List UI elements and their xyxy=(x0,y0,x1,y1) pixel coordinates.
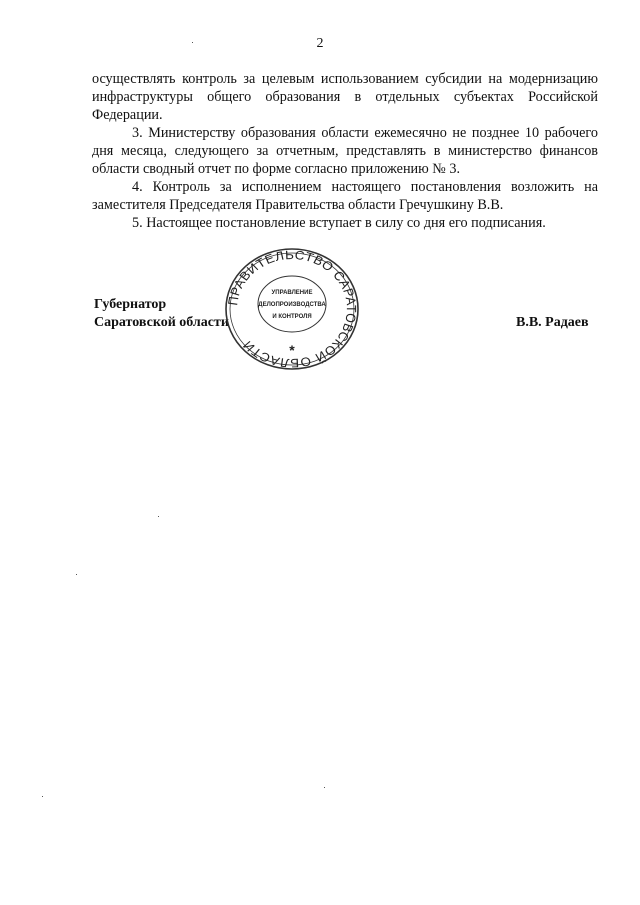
scan-speck xyxy=(192,42,193,43)
stamp-center-line-3: И КОНТРОЛЯ xyxy=(272,314,312,320)
signatory-title-line-2: Саратовской области xyxy=(94,315,229,330)
signatory-title xyxy=(94,296,229,332)
scan-speck xyxy=(76,574,77,575)
document-body xyxy=(92,70,598,232)
stamp-center-line-1: УПРАВЛЕНИЕ xyxy=(271,290,313,296)
scan-speck xyxy=(158,516,159,517)
stamp-center-line-2: ДЕЛОПРОИЗВОДСТВА xyxy=(258,302,326,308)
scan-speck xyxy=(324,787,325,788)
paragraph-item-4: 4. Контроль за исполнением настоящего постановления возложить на заместителя Председателя Правительства области Гречушкину В.В. xyxy=(92,179,598,213)
paragraph-item-5: 5. Настоящее постановление вступает в силу со дня его подписания. xyxy=(132,215,546,231)
paragraph-item-3: 3. Министерству образования области ежемесячно не позднее 10 рабочего дня месяца, следующего за отчетным, представлять в министерство финансов области сводный отчет по форме согласно приложению № 3. xyxy=(92,125,598,177)
signatory-title-line-1: Губернатор xyxy=(94,297,167,312)
signatory-name: В.В. Радаев xyxy=(516,315,589,330)
page-number: 2 xyxy=(316,36,324,51)
paragraph-continuation: осуществлять контроль за целевым использованием субсидии на модернизацию инфраструктуры общего образования в отдельных субъектах Российской Федерации. xyxy=(92,71,598,123)
scan-speck xyxy=(42,796,43,797)
stamp-star-icon: * xyxy=(289,342,295,358)
stamp-ring-text: ПРАВИТЕЛЬСТВО САРАТОВСКОЙ ОБЛАСТИ xyxy=(224,247,360,371)
official-stamp xyxy=(222,246,362,372)
